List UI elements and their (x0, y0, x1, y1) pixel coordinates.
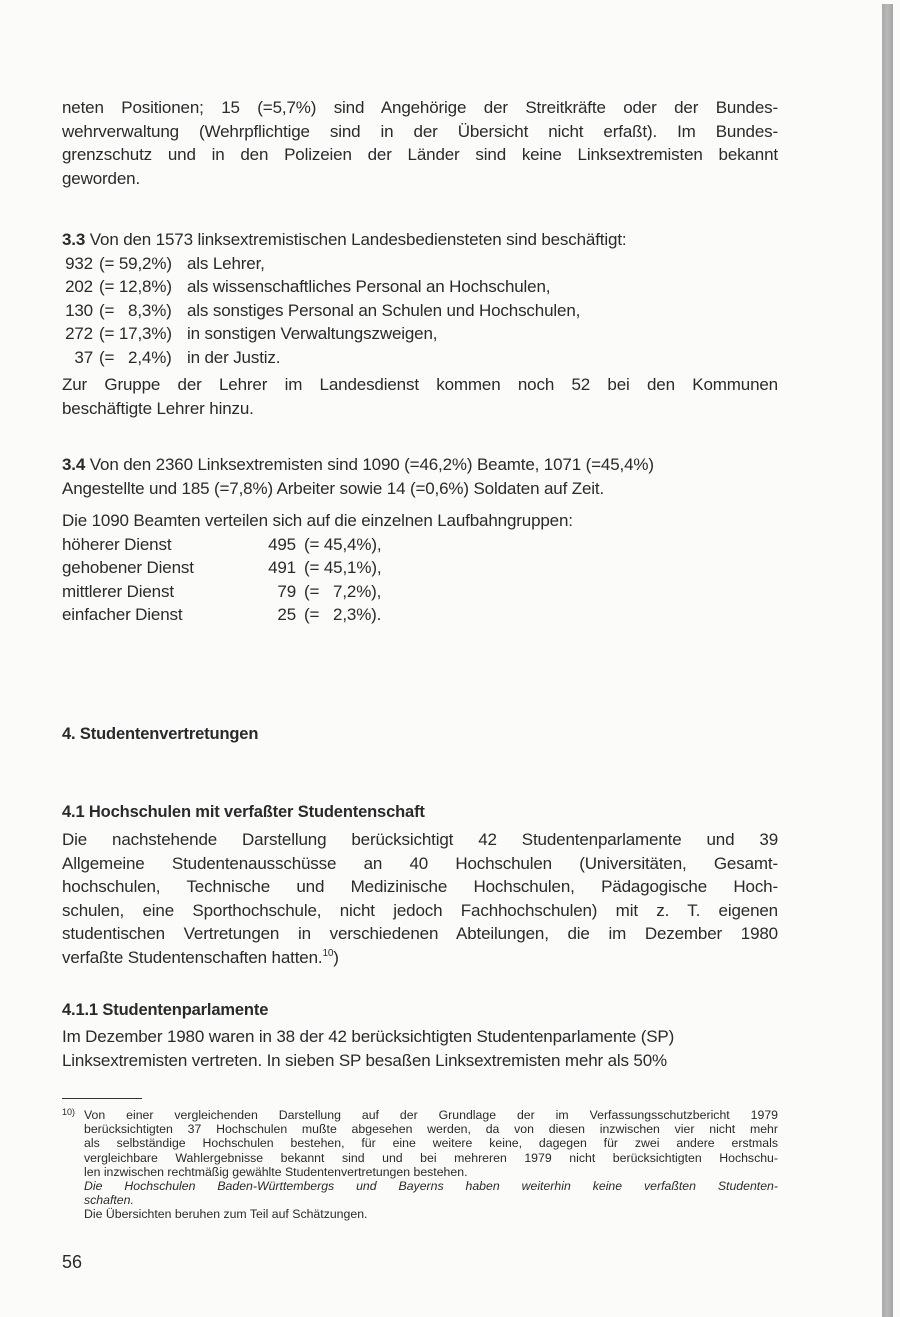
group-percentage: (= 7,2%), (304, 581, 382, 601)
group-count: 495 (268, 534, 296, 554)
section-intro-text: Von den 1573 linksextremistischen Landesbediensteten sind beschäftigt: (89, 230, 627, 249)
group-name: gehobener Dienst (62, 558, 194, 577)
employment-row (62, 346, 778, 370)
count: 202 (65, 277, 93, 296)
text-line: Zur Gruppe der Lehrer im Landesdienst kommen noch 52 bei den Kommunen (62, 375, 778, 394)
text-line (62, 946, 778, 970)
group-percentage: (= 2,3%). (304, 605, 382, 624)
percentage: (= 8,3%) (99, 300, 172, 320)
section-3-3 (62, 228, 778, 369)
career-group-row (62, 533, 778, 557)
career-group-row (62, 603, 778, 627)
section-number: 3.3 (62, 230, 86, 249)
percentage: (= 59,2%) (99, 253, 172, 273)
text-line: Linksextremisten vertreten. In sieben SP besaßen Linksextremisten mehr als 50% (62, 1050, 668, 1070)
section-3-3-note (62, 373, 778, 420)
percentage: (= 17,3%) (99, 324, 172, 343)
text-line: Angestellte und 185 (=7,8%) Arbeiter sowie 14 (=0,6%) Soldaten auf Zeit. (62, 478, 605, 498)
group-name: einfacher Dienst (62, 605, 183, 624)
text-line: Im Dezember 1980 waren in 38 der 42 berücksichtigten Studentenparlamente (SP) (62, 1027, 675, 1046)
footnote-line: Von einer vergleichenden Darstellung auf der Grundlage der im Verfassungsschutzbericht 1979 (84, 1108, 778, 1122)
text-line: schulen, eine Sporthochschule, nicht jedoch Fachhochschulen) mit z. T. eigenen (62, 900, 778, 920)
text-line: hochschulen, Technische und Medizinische Hochschulen, Pädagogische Hoch- (62, 877, 778, 896)
footnote-reference-close: ) (333, 947, 339, 967)
section-3-4-line (62, 453, 778, 477)
footnote-line: als selbständige Hochschulen bestehen, für eine weitere keine, dagegen für zwei andere erstmals (84, 1136, 778, 1151)
count: 932 (65, 253, 93, 273)
footnote-reference[interactable]: 10 (322, 947, 334, 959)
career-group-row (62, 580, 778, 604)
footnote-marker: 10) (62, 1107, 76, 1117)
section-3-4 (62, 453, 778, 500)
text-line: Von den 2360 Linksextremisten sind 1090 (=46,2%) Beamte, 1071 (=45,4%) (89, 455, 654, 474)
count: 37 (74, 347, 93, 367)
employment-row (62, 299, 778, 323)
text-line: wehrverwaltung (Wehrpflichtige sind in der Übersicht nicht erfaßt). Im Bundes- (62, 121, 778, 141)
description: in sonstigen Verwaltungszweigen, (187, 324, 438, 343)
footnote-line: schaften. (84, 1193, 134, 1208)
text-line-content: verfaßte Studentenschaften hatten. (62, 947, 323, 967)
footnote-line: Die Hochschulen Baden-Württembergs und Bayerns haben weiterhin keine verfaßten Studenten- (84, 1179, 778, 1194)
text-line: geworden. (62, 168, 141, 188)
intro-paragraph (62, 96, 778, 190)
text-line: beschäftigte Lehrer hinzu. (62, 398, 254, 418)
description: als Lehrer, (187, 253, 265, 273)
section-4-1-paragraph (62, 828, 778, 969)
page-binding-edge (882, 4, 893, 1317)
text-line: neten Positionen; 15 (=5,7%) sind Angehörige der Streitkräfte oder der Bundes- (62, 98, 778, 117)
section-4-1-1-heading: 4.1.1 Studentenparlamente (62, 1001, 269, 1019)
footnote-line: len inzwischen rechtmäßig gewählte Studentenvertretungen bestehen. (84, 1164, 468, 1179)
group-percentage: (= 45,1%), (304, 558, 382, 577)
group-count: 491 (268, 558, 296, 577)
page-number: 56 (62, 1252, 83, 1272)
percentage: (= 2,4%) (99, 347, 172, 367)
text-line: grenzschutz und in den Polizeien der Länder sind keine Linksextremisten bekannt (62, 145, 778, 164)
description: als wissenschaftliches Personal an Hochschulen, (187, 277, 551, 296)
career-group-row (62, 556, 778, 580)
footnote-line: Die Übersichten beruhen zum Teil auf Schätzungen. (84, 1207, 368, 1222)
group-name: mittlerer Dienst (62, 581, 174, 601)
group-name: höherer Dienst (62, 534, 172, 554)
section-4-1-1-paragraph (62, 1025, 778, 1072)
count: 130 (65, 300, 93, 320)
footnote-line: vergleichbare Wahlergebnisse bekannt sind und bei mehreren 1979 nicht berücksichtigten Hochschu- (84, 1150, 778, 1165)
section-4-heading: 4. Studentenvertretungen (62, 725, 259, 743)
career-groups-intro: Die 1090 Beamten verteilen sich auf die einzelnen Laufbahngruppen: (62, 511, 573, 530)
footnote-line: berücksichtigten 37 Hochschulen mußte abgesehen werden, da von diesen inzwischen vier nicht mehr (84, 1122, 778, 1137)
section-4-1-heading: 4.1 Hochschulen mit verfaßter Studentenschaft (62, 803, 425, 821)
description: als sonstiges Personal an Schulen und Hochschulen, (187, 300, 581, 320)
group-count: 25 (277, 605, 296, 624)
group-count: 79 (277, 581, 296, 601)
description: in der Justiz. (187, 347, 281, 367)
employment-row (62, 322, 778, 346)
text-line: Allgemeine Studentenausschüsse an 40 Hochschulen (Universitäten, Gesamt- (62, 853, 778, 873)
career-groups (62, 509, 778, 627)
footnote-10 (62, 1108, 778, 1222)
employment-row (62, 252, 778, 276)
group-percentage: (= 45,4%), (304, 534, 382, 554)
percentage: (= 12,8%) (99, 277, 172, 296)
employment-row (62, 275, 778, 299)
section-3-3-intro (62, 228, 778, 252)
text-line: Die nachstehende Darstellung berücksichtigt 42 Studentenparlamente und 39 (62, 830, 778, 849)
footnote-divider (62, 1098, 142, 1099)
section-number: 3.4 (62, 455, 86, 474)
count: 272 (65, 324, 93, 343)
text-line: studentischen Vertretungen in verschiedenen Abteilungen, die im Dezember 1980 (62, 924, 778, 943)
